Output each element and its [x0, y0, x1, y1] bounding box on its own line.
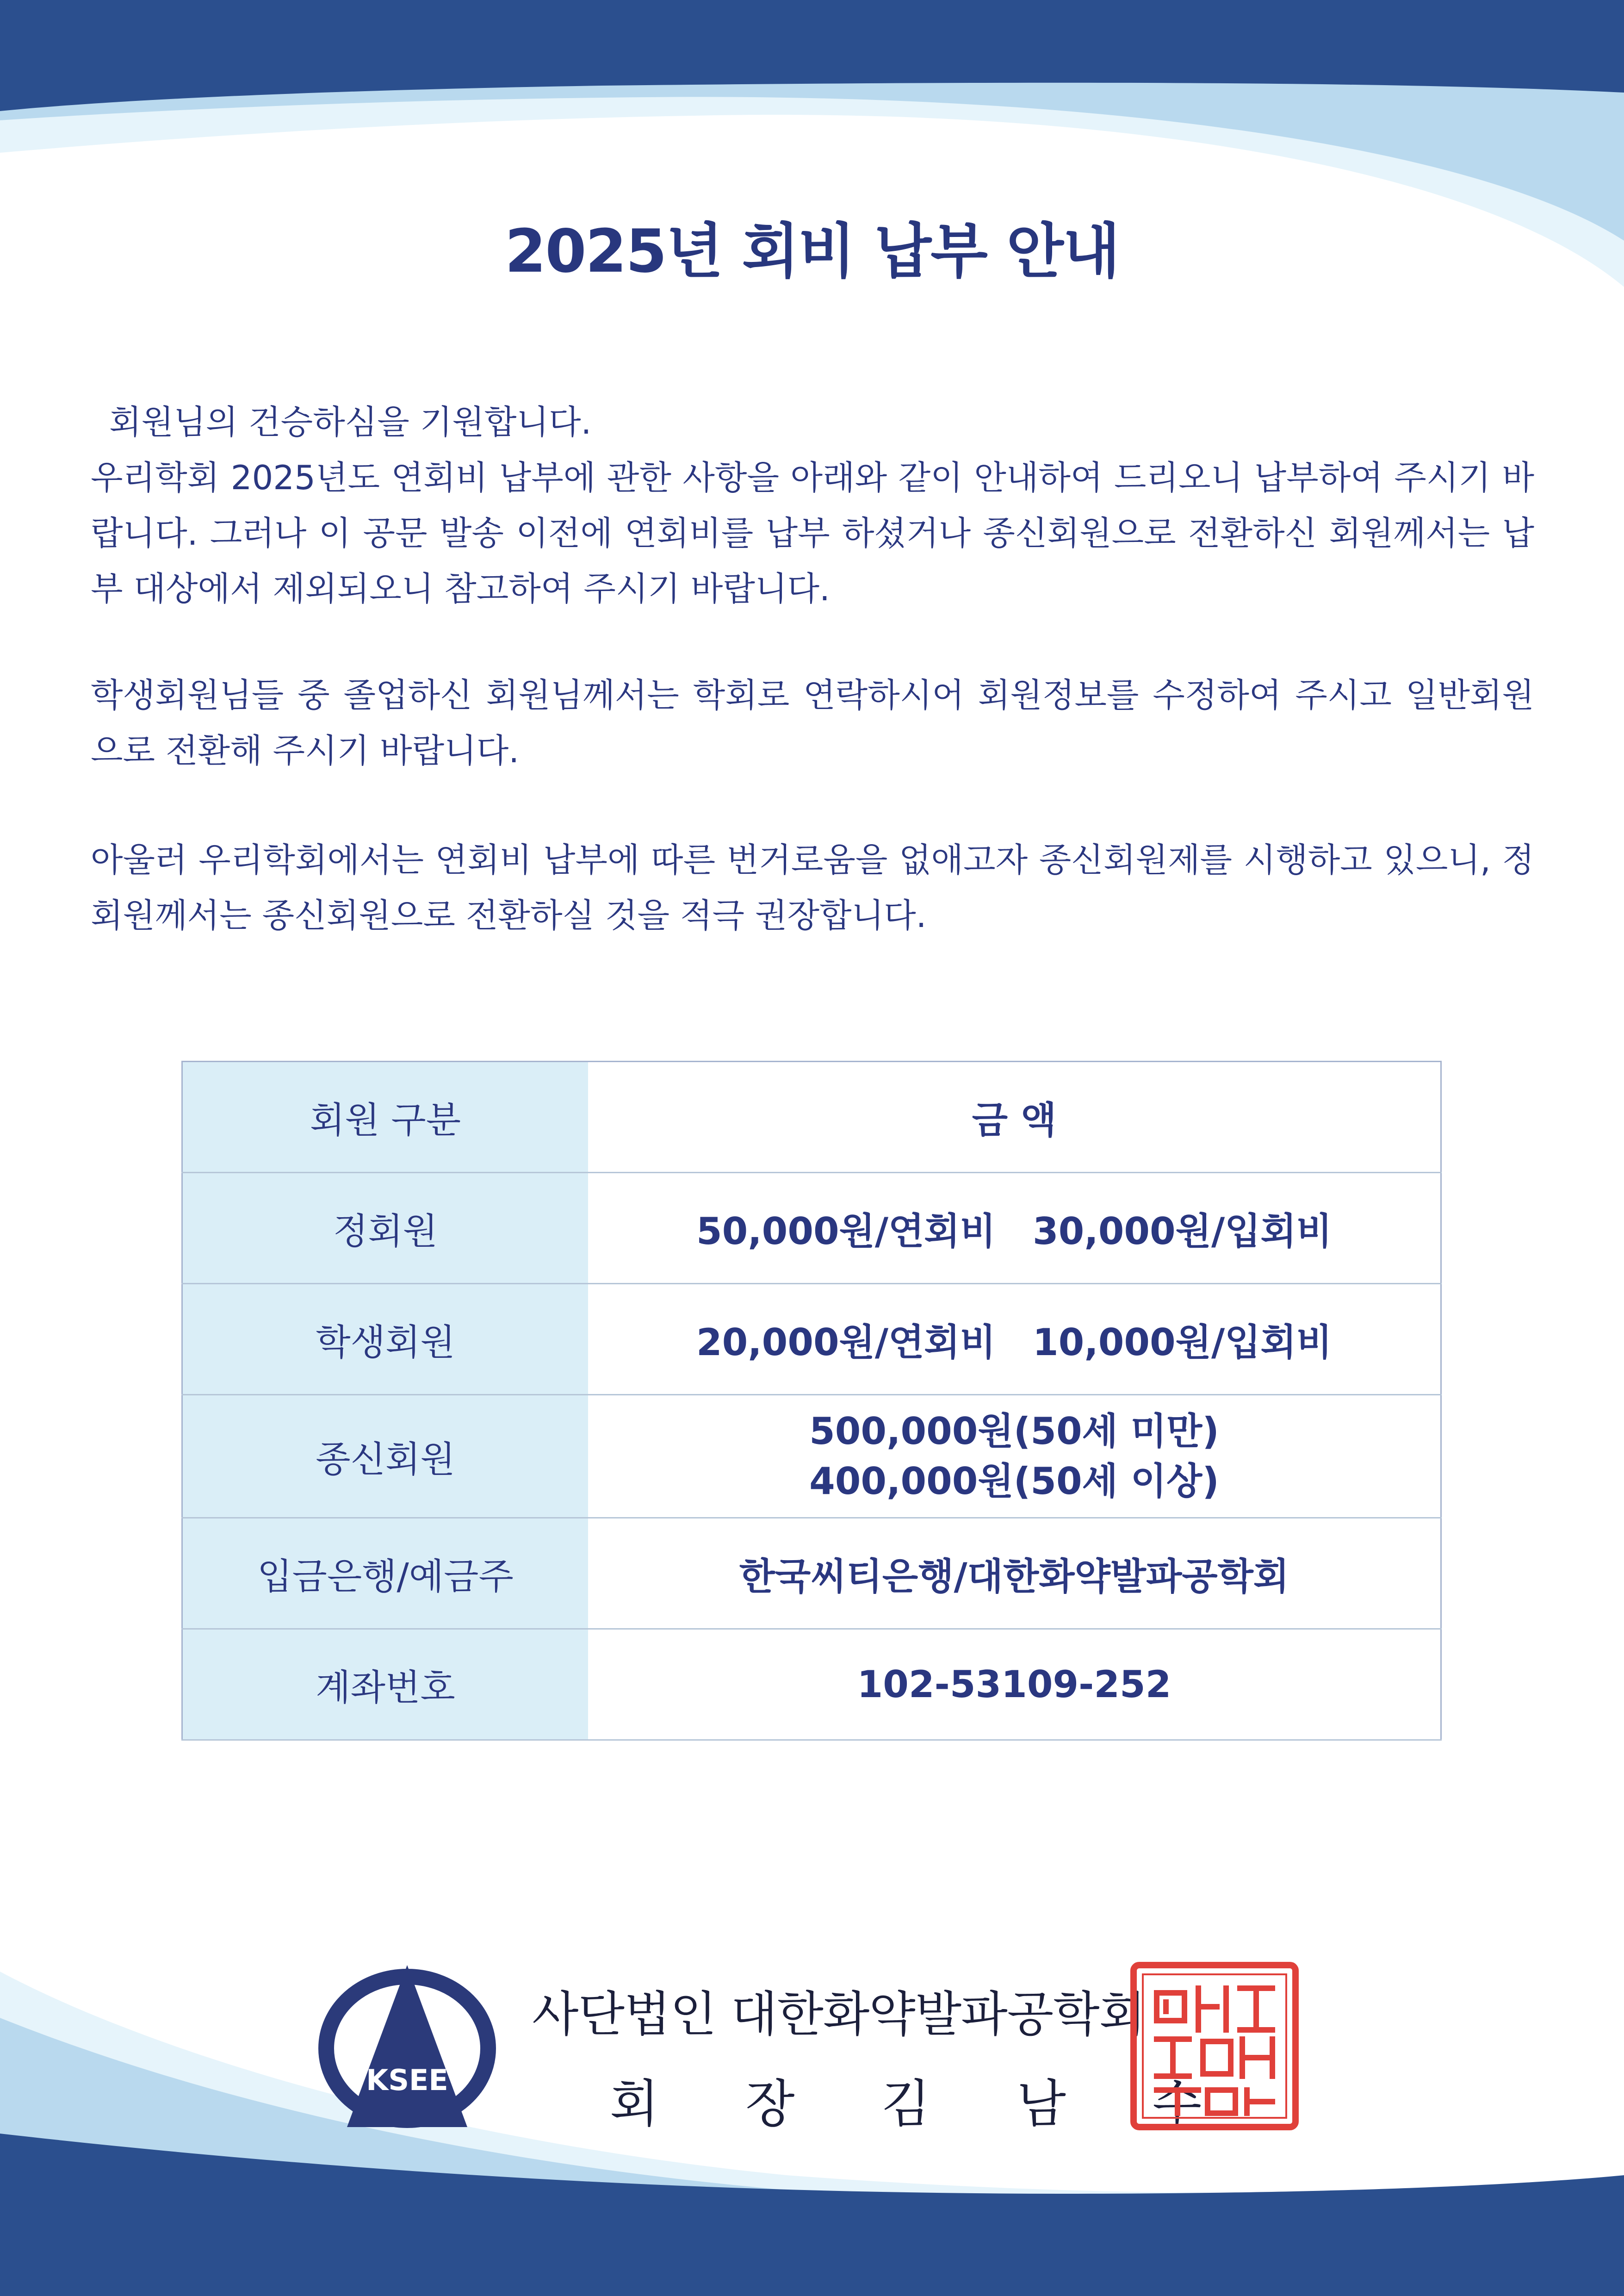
bank-value: 한국씨티은행/대한화약발파공학회	[588, 1518, 1441, 1629]
greeting-line: 회원님의 건승하심을 기원합니다.	[109, 403, 592, 442]
student-notice-paragraph: 학생회원님들 중 졸업하신 회원님께서는 학회로 연락하시어 회원정보를 수정하여 주시고 일반회원으로 전환해 주시기 바랍니다.	[91, 676, 1534, 770]
header-category: 회원 구분	[182, 1062, 589, 1173]
category-account: 계좌번호	[182, 1629, 589, 1740]
entry-fee: 30,000원/입회비	[1033, 1210, 1333, 1253]
lifetime-over-50: 400,000원(50세 이상)	[809, 1459, 1219, 1503]
account-number: 102-53109-252	[588, 1629, 1441, 1740]
category-bank: 입금은행/예금주	[182, 1518, 589, 1629]
category-lifetime: 종신회원	[182, 1395, 589, 1518]
annual-fee: 20,000원/연회비	[696, 1321, 996, 1364]
entry-fee: 10,000원/입회비	[1033, 1321, 1333, 1364]
header-amount: 금 액	[588, 1062, 1441, 1173]
president-name: 회 장 김 남 수	[610, 2074, 1237, 2134]
annual-fee: 50,000원/연회비	[696, 1210, 996, 1253]
table-header-row	[182, 1062, 1441, 1173]
category-regular: 정회원	[182, 1173, 589, 1284]
lifetime-under-50: 500,000원(50세 미만)	[809, 1409, 1219, 1453]
amount-regular	[588, 1173, 1441, 1284]
amount-lifetime	[588, 1395, 1441, 1518]
notice-text: 우리학회 2025년도 연회비 납부에 관한 사항을 아래와 같이 안내하여 드리오니 납부하여 주시기 바랍니다. 그러나 이 공문 발송 이전에 연회비를 납부 하셨거나 종신회원으로 전환하신 회원께서는 납부 대상에서 제외되오니 참고하여 주시기 바랍니다.	[91, 458, 1534, 608]
organization-name: 사단법인 대한화약발파공학회	[532, 1986, 1146, 2042]
table-row	[182, 1173, 1441, 1284]
table-row	[182, 1284, 1441, 1395]
fee-table	[181, 1061, 1442, 1741]
category-student: 학생회원	[182, 1284, 589, 1395]
table-row	[182, 1518, 1441, 1629]
greeting-paragraph	[91, 394, 1534, 616]
table-row	[182, 1629, 1441, 1740]
official-seal-icon	[1129, 1960, 1300, 2132]
lifetime-notice-paragraph: 아울러 우리학회에서는 연회비 납부에 따른 번거로움을 없애고자 종신회원제를 시행하고 있으니, 정회원께서는 종신회원으로 전환하실 것을 적극 권장합니다.	[91, 840, 1534, 935]
ksee-logo-icon	[315, 1960, 500, 2132]
page-title: 2025년 회비 납부 안내	[505, 217, 1119, 286]
table-row	[182, 1395, 1441, 1518]
logo-text: KSEE	[366, 2063, 448, 2097]
amount-student	[588, 1284, 1441, 1395]
